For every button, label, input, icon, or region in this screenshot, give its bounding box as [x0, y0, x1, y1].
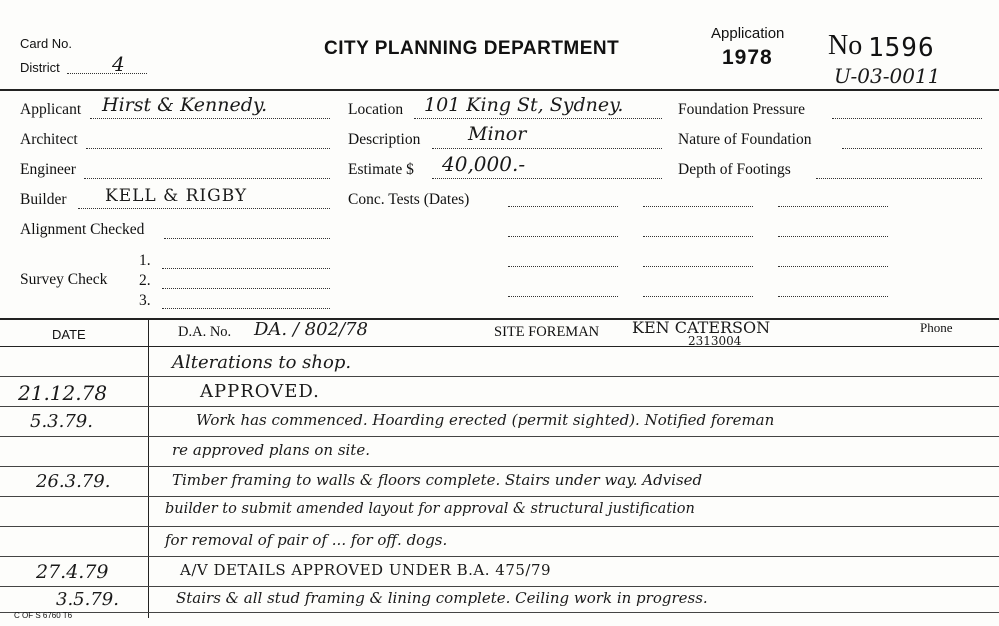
- entry-date: 3.5.79.: [56, 589, 119, 610]
- site-foreman-value: KEN CATERSON: [632, 318, 771, 337]
- builder-value: KELL & RIGBY: [105, 186, 248, 206]
- alignment-checked-label: Alignment Checked: [20, 221, 145, 238]
- date-column-header: DATE: [52, 327, 86, 342]
- entry-text: APPROVED.: [200, 381, 320, 402]
- entry-text: Alterations to shop.: [172, 352, 352, 373]
- engineer-label: Engineer: [20, 161, 76, 178]
- applicant-label: Applicant: [20, 101, 82, 118]
- foreman-phone: 2313004: [688, 334, 742, 348]
- file-reference: U-03-0011: [834, 64, 941, 88]
- page-title: CITY PLANNING DEPARTMENT: [324, 38, 620, 59]
- entry-text: Work has commenced. Hoarding erected (permit sighted). Notified foreman: [196, 411, 775, 429]
- depth-of-footings-label: Depth of Footings: [678, 161, 791, 178]
- entry-date: 27.4.79: [36, 561, 109, 583]
- entry-text: Timber framing to walls & floors complete. Stairs under way. Advised: [172, 471, 703, 489]
- location-label: Location: [348, 101, 404, 118]
- entry-text: for removal of pair of ... for off. dogs.: [165, 531, 448, 549]
- district-value: 4: [112, 52, 125, 76]
- district-label: District: [20, 60, 60, 75]
- estimate-label: Estimate $: [348, 161, 414, 178]
- foundation-pressure-label: Foundation Pressure: [678, 101, 806, 118]
- entry-text: A/V DETAILS APPROVED UNDER B.A. 475/79: [180, 561, 552, 579]
- nature-of-foundation-label: Nature of Foundation: [678, 131, 812, 148]
- survey-1: 1.: [139, 252, 151, 269]
- entry-date: 5.3.79.: [30, 411, 93, 432]
- entry-date: 21.12.78: [18, 381, 108, 405]
- application-year: 1978: [722, 46, 773, 69]
- applicant-value: Hirst & Kennedy.: [102, 94, 268, 116]
- form-code: C OF S 6760 T6: [14, 611, 73, 620]
- application-label: Application: [711, 25, 785, 42]
- entry-date: 26.3.79.: [36, 471, 111, 492]
- survey-2: 2.: [139, 272, 151, 289]
- number-prefix: No: [828, 30, 863, 61]
- description-label: Description: [348, 131, 421, 148]
- estimate-value: 40,000.-: [442, 152, 526, 176]
- da-label: D.A. No.: [178, 324, 232, 340]
- application-number: 1596: [868, 33, 935, 63]
- da-value: DA. / 802/78: [254, 319, 368, 340]
- architect-label: Architect: [20, 131, 78, 148]
- card-no-label: Card No.: [20, 36, 73, 51]
- entry-text: builder to submit amended layout for approval & structural justification: [165, 501, 695, 517]
- survey-3: 3.: [139, 292, 151, 309]
- description-value: Minor: [468, 123, 527, 145]
- conc-tests-label: Conc. Tests (Dates): [348, 191, 470, 208]
- phone-label: Phone: [920, 320, 953, 335]
- survey-check-label: Survey Check: [20, 271, 108, 288]
- entry-text: Stairs & all stud framing & lining complete. Ceiling work in progress.: [176, 589, 708, 607]
- builder-label: Builder: [20, 191, 67, 208]
- location-value: 101 King St, Sydney.: [424, 94, 624, 116]
- entry-text: re approved plans on site.: [172, 441, 370, 459]
- site-foreman-label: SITE FOREMAN: [494, 324, 600, 340]
